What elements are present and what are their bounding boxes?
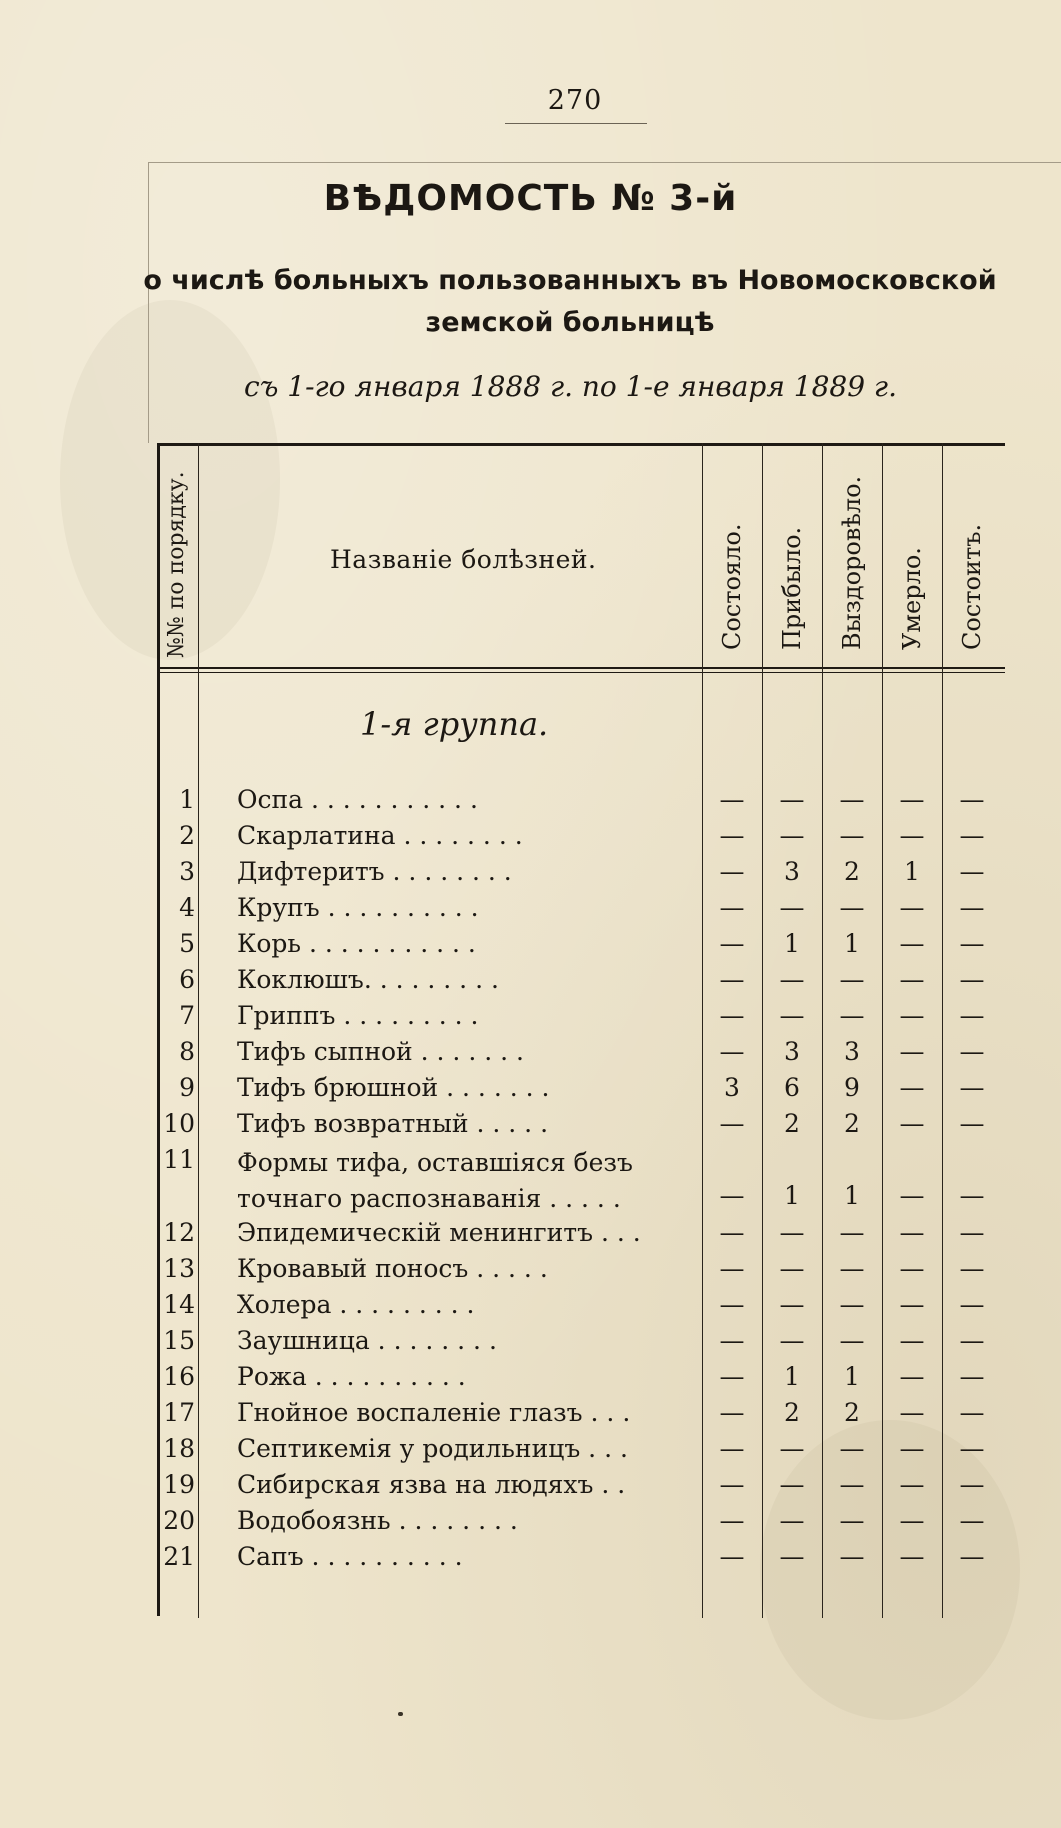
disease-name: Гнойное воспаленіе глазъ . . . xyxy=(237,1398,631,1427)
value-c4: — xyxy=(899,965,925,994)
row-number: 8 xyxy=(179,1037,195,1066)
disease-name: Тифъ сыпной . . . . . . . xyxy=(237,1037,524,1066)
value-c2: — xyxy=(779,965,805,994)
table-row xyxy=(157,1254,1005,1290)
row-number: 13 xyxy=(163,1254,195,1283)
value-c3: — xyxy=(839,1290,865,1319)
column-header-name: Названіе болѣзней. xyxy=(330,545,597,574)
value-c2: — xyxy=(779,1326,805,1355)
table-row xyxy=(157,1470,1005,1506)
row-number: 18 xyxy=(163,1434,195,1463)
table-row xyxy=(157,1290,1005,1326)
value-c2: — xyxy=(779,1506,805,1535)
disease-name: Водобоязнь . . . . . . . . xyxy=(237,1506,518,1535)
value-c2: — xyxy=(779,1434,805,1463)
header-bottom-rule xyxy=(157,667,1005,669)
value-c4: — xyxy=(899,1218,925,1247)
print-speck xyxy=(398,1712,403,1716)
value-c1: — xyxy=(719,1362,745,1391)
column-header-c2: Прибыло. xyxy=(778,526,806,650)
row-number: 12 xyxy=(163,1218,195,1247)
value-c1: — xyxy=(719,821,745,850)
value-c2: — xyxy=(779,785,805,814)
value-c4: 1 xyxy=(904,857,920,886)
row-number: 21 xyxy=(163,1542,195,1571)
disease-name: Сибирская язва на людяхъ . . xyxy=(237,1470,626,1499)
value-c5: — xyxy=(959,857,985,886)
column-header-c4: Умерло. xyxy=(898,547,926,650)
row-number: 16 xyxy=(163,1362,195,1391)
value-c1: — xyxy=(719,1001,745,1030)
value-c5: — xyxy=(959,1398,985,1427)
row-number: 20 xyxy=(163,1506,195,1535)
table-row xyxy=(157,1326,1005,1362)
table-row xyxy=(157,929,1005,965)
value-c4: — xyxy=(899,1362,925,1391)
value-c5: — xyxy=(959,1001,985,1030)
table-row xyxy=(157,1109,1005,1145)
row-number: 3 xyxy=(179,857,195,886)
value-c5: — xyxy=(959,1218,985,1247)
disease-name: Формы тифа, оставшіяся безъ точнаго распознаванія . . . . . xyxy=(237,1148,633,1213)
value-c1: — xyxy=(719,1181,745,1210)
value-c4: — xyxy=(899,1398,925,1427)
value-c2: 1 xyxy=(784,1181,800,1210)
row-number: 10 xyxy=(163,1109,195,1138)
value-c3: — xyxy=(839,965,865,994)
table-row xyxy=(157,1362,1005,1398)
value-c2: — xyxy=(779,821,805,850)
disease-name: Сапъ . . . . . . . . . . xyxy=(237,1542,463,1571)
table-row xyxy=(157,1506,1005,1542)
value-c4: — xyxy=(899,1037,925,1066)
disease-name: Крупъ . . . . . . . . . . xyxy=(237,893,479,922)
disease-name: Коклюшъ. . . . . . . . . xyxy=(237,965,499,994)
value-c4: — xyxy=(899,1254,925,1283)
disease-name: Эпидемическій менингитъ . . . xyxy=(237,1218,641,1247)
disease-name: Холера . . . . . . . . . xyxy=(237,1290,475,1319)
value-c4: — xyxy=(899,1542,925,1571)
value-c2: 6 xyxy=(784,1073,800,1102)
value-c2: 3 xyxy=(784,1037,800,1066)
value-c4: — xyxy=(899,1506,925,1535)
row-number: 15 xyxy=(163,1326,195,1355)
value-c3: — xyxy=(839,1434,865,1463)
disease-name: Дифтеритъ . . . . . . . . xyxy=(237,857,512,886)
table-row xyxy=(157,965,1005,1001)
value-c1: — xyxy=(719,785,745,814)
page-number-rule xyxy=(505,123,647,124)
value-c4: — xyxy=(899,821,925,850)
value-c2: — xyxy=(779,1290,805,1319)
value-c5: — xyxy=(959,965,985,994)
value-c3: 2 xyxy=(844,1398,860,1427)
value-c5: — xyxy=(959,1434,985,1463)
value-c5: — xyxy=(959,1542,985,1571)
table-row xyxy=(157,857,1005,893)
disease-name: Заушница . . . . . . . . xyxy=(237,1326,497,1355)
row-number: 4 xyxy=(179,893,195,922)
value-c1: — xyxy=(719,1506,745,1535)
value-c1: — xyxy=(719,1290,745,1319)
value-c4: — xyxy=(899,1181,925,1210)
value-c3: 3 xyxy=(844,1037,860,1066)
value-c4: — xyxy=(899,1109,925,1138)
disease-name: Септикемія у родильницъ . . . xyxy=(237,1434,628,1463)
value-c1: — xyxy=(719,1398,745,1427)
value-c1: — xyxy=(719,857,745,886)
table-row xyxy=(157,1434,1005,1470)
row-number: 1 xyxy=(179,785,195,814)
value-c4: — xyxy=(899,1470,925,1499)
value-c5: — xyxy=(959,1326,985,1355)
column-header-c3: Выздоровѣло. xyxy=(838,475,866,650)
value-c5: — xyxy=(959,1037,985,1066)
value-c5: — xyxy=(959,1290,985,1319)
value-c3: — xyxy=(839,821,865,850)
value-c3: — xyxy=(839,1254,865,1283)
table-row xyxy=(157,1001,1005,1037)
value-c1: — xyxy=(719,1109,745,1138)
table-top-rule xyxy=(157,443,1005,446)
value-c4: — xyxy=(899,1290,925,1319)
value-c3: 1 xyxy=(844,929,860,958)
table-row xyxy=(157,1037,1005,1073)
value-c4: — xyxy=(899,929,925,958)
disease-name: Кровавый поносъ . . . . . xyxy=(237,1254,548,1283)
value-c1: — xyxy=(719,1218,745,1247)
subtitle-line-1: о числѣ больныхъ пользованныхъ въ Новомосковской xyxy=(143,265,997,296)
value-c2: — xyxy=(779,893,805,922)
row-number: 19 xyxy=(163,1470,195,1499)
row-number: 6 xyxy=(179,965,195,994)
value-c5: — xyxy=(959,1109,985,1138)
subtitle-line-2: земской больницѣ xyxy=(425,307,715,338)
value-c2: 2 xyxy=(784,1398,800,1427)
value-c3: 2 xyxy=(844,857,860,886)
value-c1: — xyxy=(719,1434,745,1463)
value-c5: — xyxy=(959,1506,985,1535)
value-c4: — xyxy=(899,1001,925,1030)
value-c3: — xyxy=(839,1326,865,1355)
value-c5: — xyxy=(959,821,985,850)
value-c4: — xyxy=(899,1326,925,1355)
group-title: 1-я группа. xyxy=(360,705,549,743)
table-row xyxy=(157,1145,1005,1217)
value-c4: — xyxy=(899,893,925,922)
disease-name: Тифъ брюшной . . . . . . . xyxy=(237,1073,550,1102)
value-c5: — xyxy=(959,1073,985,1102)
row-number: 17 xyxy=(163,1398,195,1427)
document-title: ВѢДОМОСТЬ № 3-й xyxy=(323,178,738,219)
row-number: 11 xyxy=(163,1145,195,1174)
value-c5: — xyxy=(959,929,985,958)
value-c3: — xyxy=(839,1542,865,1571)
value-c4: — xyxy=(899,1073,925,1102)
disease-name: Тифъ возвратный . . . . . xyxy=(237,1109,549,1138)
value-c2: 2 xyxy=(784,1109,800,1138)
value-c3: — xyxy=(839,1001,865,1030)
value-c3: — xyxy=(839,1506,865,1535)
disease-name: Скарлатина . . . . . . . . xyxy=(237,821,523,850)
value-c5: — xyxy=(959,1362,985,1391)
table-row xyxy=(157,785,1005,821)
value-c2: — xyxy=(779,1001,805,1030)
disease-name: Корь . . . . . . . . . . . xyxy=(237,929,476,958)
value-c3: 2 xyxy=(844,1109,860,1138)
value-c1: — xyxy=(719,893,745,922)
row-number: 7 xyxy=(179,1001,195,1030)
value-c1: — xyxy=(719,1326,745,1355)
table-row xyxy=(157,821,1005,857)
row-number: 5 xyxy=(179,929,195,958)
value-c4: — xyxy=(899,785,925,814)
value-c2: 1 xyxy=(784,1362,800,1391)
value-c1: 3 xyxy=(724,1073,740,1102)
value-c2: — xyxy=(779,1470,805,1499)
table-row xyxy=(157,893,1005,929)
row-number: 14 xyxy=(163,1290,195,1319)
value-c1: — xyxy=(719,1470,745,1499)
disease-name: Рожа . . . . . . . . . . xyxy=(237,1362,466,1391)
value-c1: — xyxy=(719,1037,745,1066)
table-row xyxy=(157,1542,1005,1578)
column-header-c1: Состояло. xyxy=(718,523,746,650)
value-c3: — xyxy=(839,785,865,814)
value-c2: 3 xyxy=(784,857,800,886)
value-c2: 1 xyxy=(784,929,800,958)
value-c4: — xyxy=(899,1434,925,1463)
value-c1: — xyxy=(719,1254,745,1283)
value-c3: — xyxy=(839,1218,865,1247)
value-c5: — xyxy=(959,1181,985,1210)
value-c1: — xyxy=(719,1542,745,1571)
value-c2: — xyxy=(779,1254,805,1283)
value-c5: — xyxy=(959,1254,985,1283)
value-c3: 1 xyxy=(844,1362,860,1391)
column-header-c5: Состоитъ. xyxy=(958,523,986,650)
value-c1: — xyxy=(719,929,745,958)
value-c3: — xyxy=(839,893,865,922)
page-number: 270 xyxy=(547,85,603,116)
value-c3: — xyxy=(839,1470,865,1499)
value-c3: 9 xyxy=(844,1073,860,1102)
value-c5: — xyxy=(959,893,985,922)
disease-name: Оспа . . . . . . . . . . . xyxy=(237,785,478,814)
table-row xyxy=(157,1398,1005,1434)
column-header-number: №№ по порядку. xyxy=(164,471,189,658)
table-row xyxy=(157,1073,1005,1109)
row-number: 9 xyxy=(179,1073,195,1102)
value-c2: — xyxy=(779,1218,805,1247)
row-number: 2 xyxy=(179,821,195,850)
report-period: съ 1-го января 1888 г. по 1-е января 1889 г. xyxy=(244,370,897,403)
value-c3: 1 xyxy=(844,1181,860,1210)
value-c2: — xyxy=(779,1542,805,1571)
table-row xyxy=(157,1218,1005,1254)
value-c1: — xyxy=(719,965,745,994)
value-c5: — xyxy=(959,1470,985,1499)
value-c5: — xyxy=(959,785,985,814)
document-subtitle xyxy=(140,260,1000,344)
header-bottom-rule-2 xyxy=(157,672,1005,673)
disease-name: Гриппъ . . . . . . . . . xyxy=(237,1001,479,1030)
